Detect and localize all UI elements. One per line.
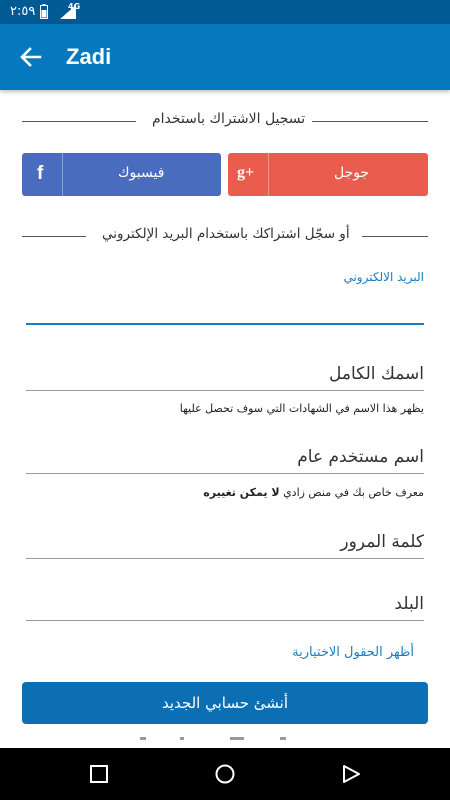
- app-title: Zadi: [66, 44, 112, 69]
- back-triangle-icon[interactable]: [340, 763, 362, 785]
- google-icon-box: [228, 153, 269, 196]
- email-field[interactable]: [26, 285, 424, 327]
- google-plus-icon: g+: [237, 164, 255, 181]
- divider-line-right: [312, 121, 428, 122]
- fullname-field-underline: [26, 390, 424, 391]
- email-signup-heading: أو سجّل اشتراكك باستخدام البريد الإلكتروني: [102, 226, 350, 242]
- facebook-button-label: فيسبوك: [118, 165, 165, 181]
- username-field-placeholder: اسم مستخدم عام: [297, 447, 424, 467]
- email-signup-heading-row: [22, 226, 428, 246]
- password-field-placeholder: كلمة المرور: [340, 532, 424, 552]
- facebook-icon-box: [22, 153, 63, 196]
- country-field-placeholder: البلد: [394, 594, 424, 614]
- google-button-label: جوجل: [334, 165, 370, 181]
- username-field-underline: [26, 473, 424, 474]
- username-field[interactable]: [26, 443, 424, 475]
- fullname-helper-text: يظهر هذا الاسم في الشهادات التي سوف تحصل عليها: [179, 402, 424, 415]
- social-signup-heading-row: [22, 111, 428, 131]
- country-field-underline: [26, 620, 424, 621]
- status-bar: [0, 0, 450, 24]
- battery-icon: [40, 4, 48, 19]
- status-time: ٢:٥٩: [10, 4, 36, 19]
- divider-line-left: [22, 121, 136, 122]
- back-arrow-icon[interactable]: [20, 46, 42, 68]
- system-navigation-bar: [0, 748, 450, 800]
- show-optional-fields-link[interactable]: أظهر الحقول الاختيارية: [292, 645, 414, 660]
- home-circle-icon[interactable]: [214, 763, 236, 785]
- username-helper-text: [203, 486, 424, 499]
- google-signup-button[interactable]: [228, 153, 428, 196]
- email-field-underline: [26, 323, 424, 325]
- app-bar: [0, 24, 450, 90]
- divider-line-left: [22, 236, 86, 237]
- recents-square-icon[interactable]: [88, 763, 110, 785]
- create-account-button[interactable]: [22, 682, 428, 724]
- create-account-button-label: أنشئ حسابي الجديد: [161, 694, 288, 712]
- password-field[interactable]: [26, 528, 424, 560]
- fullname-field-placeholder: اسمك الكامل: [329, 364, 424, 384]
- password-field-underline: [26, 558, 424, 559]
- country-field[interactable]: [26, 590, 424, 622]
- email-field-label: البريد الالكتروني: [343, 270, 424, 284]
- username-helper-bold: لا يمكن تغييره: [203, 486, 280, 499]
- username-helper-prefix: معرف خاص بك في منص زادي: [283, 486, 424, 499]
- social-signup-heading: تسجيل الاشتراك باستخدام: [152, 111, 306, 127]
- facebook-signup-button[interactable]: [22, 153, 221, 196]
- terms-text-partial: [120, 735, 320, 743]
- network-type-label: 4G: [68, 2, 81, 11]
- fullname-field[interactable]: [26, 360, 424, 392]
- divider-line-right: [362, 236, 428, 237]
- facebook-icon: f: [37, 163, 44, 184]
